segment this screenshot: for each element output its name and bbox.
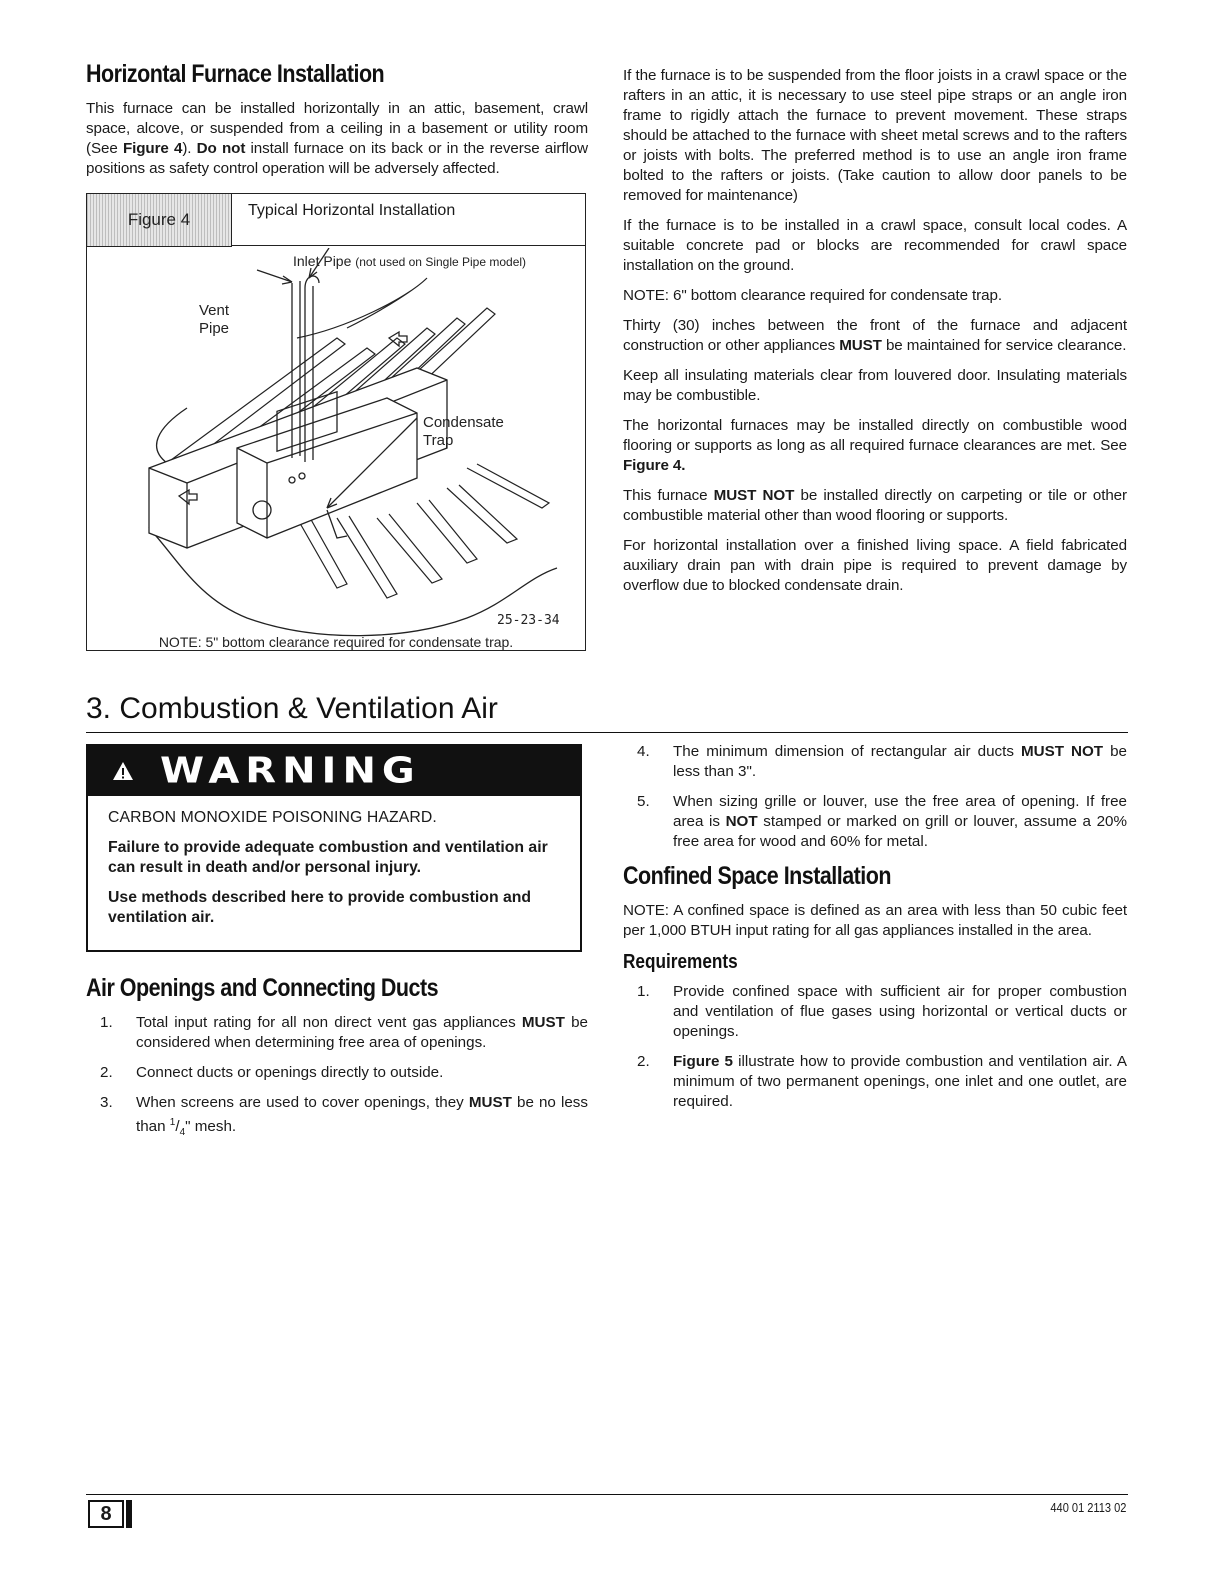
list-item: 1. Total input rating for all non direct vent gas appliances MUST be considered when determining free area of openings. [100,1014,588,1051]
vent-pipe-label: Vent Pipe [199,302,230,337]
air-openings-list [86,1013,588,1143]
warning-hazard: CARBON MONOXIDE POISONING HAZARD. [108,809,437,826]
furnace-illustration [87,248,585,648]
air-openings-heading: Air Openings and Connecting Ducts [86,974,439,1002]
list-item: 1. Provide confined space with sufficient air for proper combustion and ventilation of flue gases using horizontal or vertical ducts or openings. [637,983,1127,1040]
condensate-trap-label: Condensate Trap [423,414,504,449]
list-item: 2. Figure 5 illustrate how to provide combustion and ventilation air. A minimum of two permanent openings, one inlet and one outlet, are required. [637,1053,1128,1110]
air-openings-list-continued [623,742,1127,852]
warning-line-1: Failure to provide adequate combustion and ventilation air can result in death and/or personal injury. [108,839,548,876]
right-lower-column [623,742,1127,1122]
page-number-bar [126,1500,132,1528]
figure-code: 25-23-34 [497,613,560,628]
warning-line-2: Use methods described here to provide combustion and ventilation air. [108,889,532,926]
clearance-note: NOTE: 6" bottom clearance required for condensate trap. [623,287,1002,304]
horizontal-paragraph: This furnace can be installed horizontally in an attic, basement, crawl space, alcove, or suspended from a ceiling in a basement or utility room (See Figure 4). Do not install furnace on its back or in the reverse airflow positions as safety control operation will be adversely affected. [86,100,588,177]
figure-note: NOTE: 5" bottom clearance required for condensate trap. [158,634,514,650]
list-item: 5. When sizing grille or louver, use the free area of opening. If free area is NOT stamped or marked on grill or louver, assume a 20% free area for wood and 60% for metal. [637,793,1127,850]
page-number: 8 [88,1500,124,1528]
warning-box [86,744,582,952]
insulation-paragraph: Keep all insulating materials clear from louvered door. Insulating materials may be combustible. [623,367,1127,404]
figure-tag: Figure 4 [87,194,232,247]
carpeting-paragraph: This furnace MUST NOT be installed directly on carpeting or tile or other combustible material other than wood flooring or supports. [623,487,1127,524]
inlet-pipe-label: Inlet Pipe (not used on Single Pipe model) [293,253,527,269]
drain-pan-paragraph: For horizontal installation over a finished living space. A field fabricated auxiliary drain pan with drain pipe is required to prevent damage by overflow due to blocked condensate drain. [623,537,1127,594]
warning-header [88,746,580,796]
warning-triangle-icon [112,761,134,781]
crawl-space-paragraph: If the furnace is to be installed in a crawl space, consult local codes. A suitable concrete pad or blocks are recommended for crawl space installation on the ground. [623,217,1127,274]
left-lower-column [86,744,588,1153]
list-item: 2. Connect ducts or openings directly to outside. [100,1064,444,1081]
right-column [623,66,1127,606]
footer-rule [86,1494,1128,1495]
warning-word: WARNING [160,750,421,792]
confined-space-note: NOTE: A confined space is defined as an area with less than 50 cubic feet per 1,000 BTUH input rating for all gas appliances installed in the area. [623,902,1127,939]
list-item: 3. When screens are used to cover openings, they MUST be no less than $^1/_4$" mesh. [100,1094,588,1139]
confined-space-heading: Confined Space Installation [623,862,891,890]
document-number: 440 01 2113 02 [1050,1500,1126,1515]
wood-flooring-paragraph: The horizontal furnaces may be installed directly on combustible wood flooring or supports as long as all required furnace clearances are met. See Figure 4. [623,417,1127,474]
chapter-title: 3. Combustion & Ventilation Air [86,692,498,725]
figure-title: Typical Horizontal Installation [232,194,585,246]
service-clearance-paragraph: Thirty (30) inches between the front of the furnace and adjacent construction or other appliances MUST be maintained for service clearance. [623,317,1127,354]
chapter-heading [86,692,1128,733]
suspension-paragraph: If the furnace is to be suspended from the floor joists in a crawl space or the rafters in an attic, it is necessary to use steel pipe straps or an angle iron frame to rigidly attach the furnace to prevent movement. These straps should be attached to the furnace with sheet metal screws and to the rafters or joists with bolts. The preferred method is to use an angle iron frame bolted to the rafters or joists. (Take caution to allow door panels to be removed for maintenance) [623,67,1127,204]
warning-body [88,796,580,950]
requirements-heading: Requirements [623,951,738,973]
requirements-list [623,982,1127,1112]
figure-4 [86,193,586,651]
left-column [86,60,588,651]
horizontal-heading: Horizontal Furnace Installation [86,60,385,88]
list-item: 4. The minimum dimension of rectangular air ducts MUST NOT be less than 3". [637,743,1127,780]
